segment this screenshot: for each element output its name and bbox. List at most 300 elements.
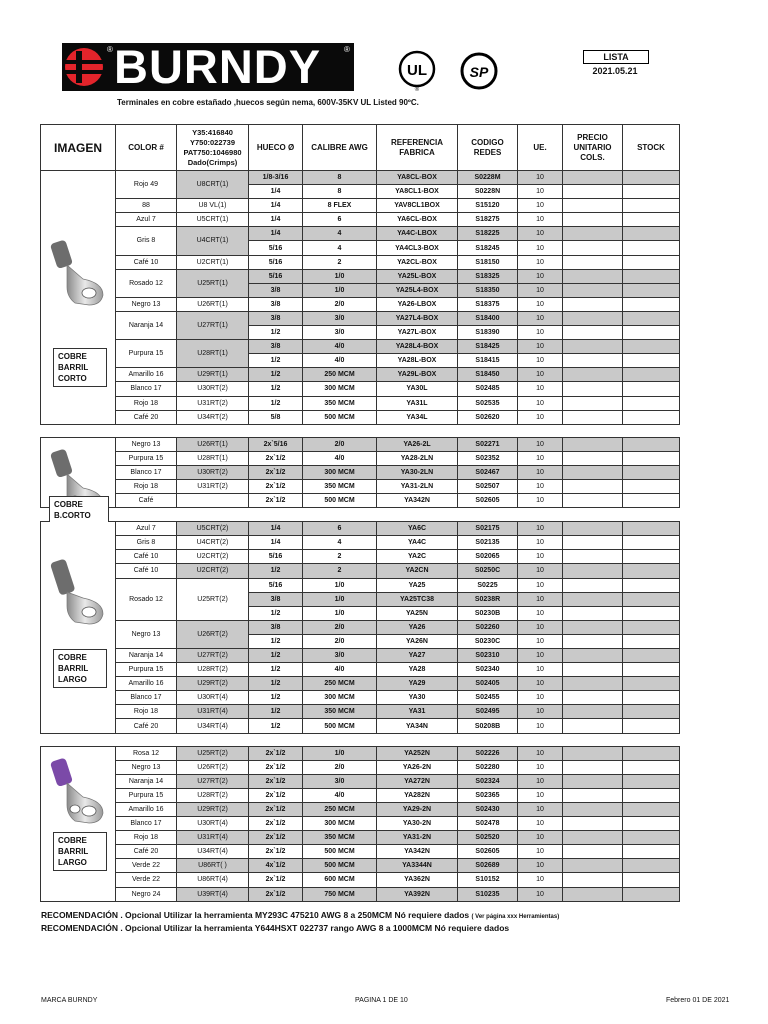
stock-cell[interactable] — [623, 326, 680, 340]
referencia-cell: YA29L-BOX — [377, 368, 458, 382]
color-cell: Rosa 12 — [116, 746, 177, 760]
dado-cell: U31RT(4) — [177, 705, 249, 719]
precio-cell[interactable] — [563, 213, 623, 227]
codigo-cell: S0228M — [458, 171, 518, 185]
footer-brand: MARCA BURNDY — [41, 997, 98, 1004]
ue-cell: 10 — [518, 859, 563, 873]
dado-cell: U4CRT(1) — [177, 227, 249, 255]
codigo-cell: S02478 — [458, 817, 518, 831]
stock-cell[interactable] — [623, 185, 680, 199]
codigo-cell: S18245 — [458, 241, 518, 255]
referencia-cell: YA34N — [377, 719, 458, 733]
header-dado: Y35:416840 Y750:022739 PAT750:1046980 Dado(Crimps) — [177, 125, 249, 171]
stock-cell[interactable] — [623, 887, 680, 901]
referencia-cell: YA26-LBOX — [377, 297, 458, 311]
stock-cell[interactable] — [623, 297, 680, 311]
referencia-cell: YA342N — [377, 494, 458, 508]
stock-cell[interactable] — [623, 663, 680, 677]
copper-lug-icon — [49, 757, 111, 827]
hueco-cell: 5/16 — [249, 241, 303, 255]
precio-cell[interactable] — [563, 437, 623, 451]
precio-cell[interactable] — [563, 354, 623, 368]
codigo-cell: S02689 — [458, 859, 518, 873]
dado-cell: U34RT(4) — [177, 845, 249, 859]
header-color: COLOR # — [116, 125, 177, 171]
dado-cell: U30RT(2) — [177, 382, 249, 396]
precio-cell[interactable] — [563, 663, 623, 677]
referencia-cell: YA28-2LN — [377, 451, 458, 465]
stock-cell[interactable] — [623, 199, 680, 213]
stock-cell[interactable] — [623, 592, 680, 606]
stock-cell[interactable] — [623, 634, 680, 648]
calibre-cell: 500 MCM — [303, 845, 377, 859]
color-cell: Naranja 14 — [116, 649, 177, 663]
stock-cell[interactable] — [623, 368, 680, 382]
codigo-cell: S02135 — [458, 536, 518, 550]
codigo-cell: S02467 — [458, 465, 518, 479]
table-row — [41, 774, 680, 788]
codigo-cell: S02430 — [458, 802, 518, 816]
stock-cell[interactable] — [623, 396, 680, 410]
hueco-cell: 1/2 — [249, 564, 303, 578]
calibre-cell: 2/0 — [303, 620, 377, 634]
stock-cell[interactable] — [623, 269, 680, 283]
stock-cell[interactable] — [623, 578, 680, 592]
precio-cell[interactable] — [563, 269, 623, 283]
codigo-cell: S02405 — [458, 677, 518, 691]
precio-cell[interactable] — [563, 649, 623, 663]
hueco-cell: 2x`1/2 — [249, 817, 303, 831]
table-row — [41, 536, 680, 550]
hueco-cell: 1/4 — [249, 536, 303, 550]
hueco-cell: 1/2 — [249, 705, 303, 719]
hueco-cell: 1/4 — [249, 199, 303, 213]
referencia-cell: YA282N — [377, 788, 458, 802]
color-cell: Purpura 15 — [116, 451, 177, 465]
precio-cell[interactable] — [563, 788, 623, 802]
table-row — [41, 451, 680, 465]
codigo-cell: S18225 — [458, 227, 518, 241]
ue-cell: 10 — [518, 705, 563, 719]
precio-cell[interactable] — [563, 522, 623, 536]
codigo-cell: S10152 — [458, 873, 518, 887]
precio-cell[interactable] — [563, 774, 623, 788]
calibre-cell: 4 — [303, 241, 377, 255]
precio-cell[interactable] — [563, 536, 623, 550]
precio-cell[interactable] — [563, 719, 623, 733]
precio-cell[interactable] — [563, 494, 623, 508]
precio-cell[interactable] — [563, 691, 623, 705]
stock-cell[interactable] — [623, 382, 680, 396]
precio-cell[interactable] — [563, 831, 623, 845]
table-row — [41, 396, 680, 410]
precio-cell[interactable] — [563, 465, 623, 479]
calibre-cell: 500 MCM — [303, 410, 377, 424]
precio-cell[interactable] — [563, 297, 623, 311]
referencia-cell: YA27L4-BOX — [377, 311, 458, 325]
stock-cell[interactable] — [623, 171, 680, 185]
hueco-cell: 1/2 — [249, 634, 303, 648]
group-caption: COBRE BARRIL LARGO — [53, 649, 107, 688]
stock-cell[interactable] — [623, 283, 680, 297]
codigo-cell: S02365 — [458, 788, 518, 802]
table-row — [41, 410, 680, 424]
ue-cell: 10 — [518, 620, 563, 634]
ue-cell: 10 — [518, 760, 563, 774]
table-row — [41, 746, 680, 760]
referencia-cell: YA252N — [377, 746, 458, 760]
color-cell: Purpura 15 — [116, 788, 177, 802]
precio-cell[interactable] — [563, 592, 623, 606]
recommendation-1-note: ( Ver página xxx Herramientas) — [471, 914, 560, 920]
table-row — [41, 705, 680, 719]
precio-cell[interactable] — [563, 550, 623, 564]
precio-cell[interactable] — [563, 578, 623, 592]
calibre-cell: 350 MCM — [303, 705, 377, 719]
dado-cell — [177, 494, 249, 508]
table-row — [41, 311, 680, 325]
referencia-cell: YA31-2LN — [377, 479, 458, 493]
codigo-cell: S02065 — [458, 550, 518, 564]
referencia-cell: YA8CL-BOX — [377, 171, 458, 185]
burndy-logo-mark-icon — [64, 47, 104, 87]
referencia-cell: YA26-2L — [377, 437, 458, 451]
stock-cell[interactable] — [623, 437, 680, 451]
stock-cell[interactable] — [623, 719, 680, 733]
hueco-cell: 2x`1/2 — [249, 479, 303, 493]
dado-cell: U28RT(2) — [177, 663, 249, 677]
ue-cell: 10 — [518, 368, 563, 382]
stock-cell[interactable] — [623, 691, 680, 705]
stock-cell[interactable] — [623, 873, 680, 887]
dado-cell: U31RT(2) — [177, 479, 249, 493]
hueco-cell: 1/2 — [249, 663, 303, 677]
stock-cell[interactable] — [623, 311, 680, 325]
ue-cell: 10 — [518, 410, 563, 424]
ue-cell: 10 — [518, 171, 563, 185]
referencia-cell: YA25L4-BOX — [377, 283, 458, 297]
color-cell: Blanco 17 — [116, 691, 177, 705]
stock-cell[interactable] — [623, 410, 680, 424]
hueco-cell: 1/2 — [249, 382, 303, 396]
stock-cell[interactable] — [623, 227, 680, 241]
calibre-cell: 2/0 — [303, 634, 377, 648]
dado-cell: U26RT(2) — [177, 620, 249, 648]
calibre-cell: 1/0 — [303, 746, 377, 760]
ue-cell: 10 — [518, 845, 563, 859]
stock-cell[interactable] — [623, 760, 680, 774]
referencia-cell: YAV8CL1BOX — [377, 199, 458, 213]
dado-cell: U28RT(2) — [177, 788, 249, 802]
hueco-cell: 2x`5/16 — [249, 437, 303, 451]
referencia-cell: YA25L-BOX — [377, 269, 458, 283]
lista-date: 2021.05.21 — [592, 66, 638, 76]
precio-cell[interactable] — [563, 564, 623, 578]
precio-cell[interactable] — [563, 382, 623, 396]
stock-cell[interactable] — [623, 213, 680, 227]
stock-cell[interactable] — [623, 564, 680, 578]
ue-cell: 10 — [518, 283, 563, 297]
footer-page: PAGINA 1 DE 10 — [355, 997, 408, 1004]
precio-cell[interactable] — [563, 760, 623, 774]
codigo-cell: S15120 — [458, 199, 518, 213]
stock-cell[interactable] — [623, 465, 680, 479]
precio-cell[interactable] — [563, 171, 623, 185]
ue-cell: 10 — [518, 494, 563, 508]
precio-cell[interactable] — [563, 845, 623, 859]
precio-cell[interactable] — [563, 677, 623, 691]
color-cell: Amarillo 16 — [116, 368, 177, 382]
color-cell: Rojo 18 — [116, 705, 177, 719]
stock-cell[interactable] — [623, 845, 680, 859]
color-cell: Blanco 17 — [116, 382, 177, 396]
calibre-cell: 500 MCM — [303, 719, 377, 733]
header-ue: UE. — [518, 125, 563, 171]
codigo-cell: S18425 — [458, 340, 518, 354]
precio-cell[interactable] — [563, 705, 623, 719]
ue-cell: 10 — [518, 649, 563, 663]
ue-cell: 10 — [518, 817, 563, 831]
ue-cell: 10 — [518, 437, 563, 451]
referencia-cell: YA6C — [377, 522, 458, 536]
color-cell: Verde 22 — [116, 873, 177, 887]
color-cell: Rojo 18 — [116, 396, 177, 410]
dado-cell: U5CRT(2) — [177, 522, 249, 536]
codigo-cell: S02507 — [458, 479, 518, 493]
ue-cell: 10 — [518, 326, 563, 340]
ue-cell: 10 — [518, 788, 563, 802]
precio-cell[interactable] — [563, 887, 623, 901]
precio-cell[interactable] — [563, 620, 623, 634]
hueco-cell: 4x`1/2 — [249, 859, 303, 873]
color-cell: Blanco 17 — [116, 465, 177, 479]
codigo-cell: S18150 — [458, 255, 518, 269]
dado-cell: U2CRT(2) — [177, 564, 249, 578]
referencia-cell: YA25 — [377, 578, 458, 592]
codigo-cell: S02280 — [458, 760, 518, 774]
codigo-cell: S02605 — [458, 845, 518, 859]
calibre-cell: 6 — [303, 522, 377, 536]
dado-cell: U27RT(1) — [177, 311, 249, 339]
stock-cell[interactable] — [623, 340, 680, 354]
stock-cell[interactable] — [623, 522, 680, 536]
calibre-cell: 3/0 — [303, 649, 377, 663]
dado-cell: U5CRT(1) — [177, 213, 249, 227]
stock-cell[interactable] — [623, 536, 680, 550]
hueco-cell: 2x`1/2 — [249, 760, 303, 774]
codigo-cell: S18415 — [458, 354, 518, 368]
precio-cell[interactable] — [563, 326, 623, 340]
precio-cell[interactable] — [563, 283, 623, 297]
dado-cell: U25RT(1) — [177, 269, 249, 297]
calibre-cell: 350 MCM — [303, 396, 377, 410]
header-hueco: HUECO Ø — [249, 125, 303, 171]
stock-cell[interactable] — [623, 677, 680, 691]
precio-cell[interactable] — [563, 606, 623, 620]
codigo-cell: S02605 — [458, 494, 518, 508]
hueco-cell: 1/2 — [249, 606, 303, 620]
codigo-cell: S18325 — [458, 269, 518, 283]
precio-cell[interactable] — [563, 859, 623, 873]
stock-cell[interactable] — [623, 606, 680, 620]
precio-cell[interactable] — [563, 255, 623, 269]
color-cell: Café 10 — [116, 255, 177, 269]
stock-cell[interactable] — [623, 479, 680, 493]
stock-cell[interactable] — [623, 354, 680, 368]
stock-cell[interactable] — [623, 802, 680, 816]
calibre-cell: 2 — [303, 255, 377, 269]
referencia-cell: YA29 — [377, 677, 458, 691]
calibre-cell: 250 MCM — [303, 802, 377, 816]
table-row — [41, 437, 680, 451]
calibre-cell: 2/0 — [303, 760, 377, 774]
precio-cell[interactable] — [563, 873, 623, 887]
stock-cell[interactable] — [623, 788, 680, 802]
precio-cell[interactable] — [563, 479, 623, 493]
stock-cell[interactable] — [623, 550, 680, 564]
hueco-cell: 3/8 — [249, 311, 303, 325]
ue-cell: 10 — [518, 677, 563, 691]
table-row — [41, 620, 680, 634]
precio-cell[interactable] — [563, 368, 623, 382]
calibre-cell: 500 MCM — [303, 859, 377, 873]
ue-cell: 10 — [518, 382, 563, 396]
ue-cell: 10 — [518, 354, 563, 368]
table-row — [41, 479, 680, 493]
codigo-cell: S0230C — [458, 634, 518, 648]
color-cell: Naranja 14 — [116, 774, 177, 788]
ue-cell: 10 — [518, 340, 563, 354]
ue-cell: 10 — [518, 578, 563, 592]
table-row — [41, 578, 680, 592]
referencia-cell: YA2C — [377, 550, 458, 564]
svg-text:SP: SP — [469, 64, 489, 80]
calibre-cell: 300 MCM — [303, 382, 377, 396]
precio-cell[interactable] — [563, 241, 623, 255]
codigo-cell: S0225 — [458, 578, 518, 592]
codigo-cell: S02271 — [458, 437, 518, 451]
referencia-cell: YA26-2N — [377, 760, 458, 774]
svg-text:UL: UL — [407, 62, 427, 79]
color-cell: Café 20 — [116, 719, 177, 733]
precio-cell[interactable] — [563, 185, 623, 199]
group-caption: COBRE B.CORTO — [49, 496, 109, 524]
hueco-cell: 1/2 — [249, 649, 303, 663]
precio-cell[interactable] — [563, 311, 623, 325]
stock-cell[interactable] — [623, 859, 680, 873]
codigo-cell: S18450 — [458, 368, 518, 382]
calibre-cell: 8 FLEX — [303, 199, 377, 213]
calibre-cell: 1/0 — [303, 578, 377, 592]
ue-cell: 10 — [518, 831, 563, 845]
table-row — [41, 199, 680, 213]
stock-cell[interactable] — [623, 746, 680, 760]
ue-cell: 10 — [518, 564, 563, 578]
color-cell: Rojo 18 — [116, 831, 177, 845]
precio-cell[interactable] — [563, 410, 623, 424]
stock-cell[interactable] — [623, 255, 680, 269]
table-row — [41, 845, 680, 859]
codigo-cell: S02226 — [458, 746, 518, 760]
stock-cell[interactable] — [623, 817, 680, 831]
group-separator — [41, 733, 680, 746]
brand-name: BURNDY — [114, 40, 322, 93]
color-cell: Purpura 15 — [116, 663, 177, 677]
codigo-cell: S0228N — [458, 185, 518, 199]
table-row — [41, 663, 680, 677]
stock-cell[interactable] — [623, 620, 680, 634]
stock-cell[interactable] — [623, 649, 680, 663]
hueco-cell: 2x`1/2 — [249, 494, 303, 508]
precio-cell[interactable] — [563, 227, 623, 241]
ue-cell: 10 — [518, 297, 563, 311]
ue-cell: 10 — [518, 634, 563, 648]
ue-cell: 10 — [518, 887, 563, 901]
color-cell: Gris 8 — [116, 536, 177, 550]
hueco-cell: 1/2 — [249, 354, 303, 368]
stock-cell[interactable] — [623, 831, 680, 845]
precio-cell[interactable] — [563, 396, 623, 410]
color-cell: Verde 22 — [116, 859, 177, 873]
stock-cell[interactable] — [623, 241, 680, 255]
dado-cell: U25RT(2) — [177, 746, 249, 760]
group-separator — [41, 424, 680, 437]
hueco-cell: 3/8 — [249, 340, 303, 354]
color-cell: Negro 13 — [116, 437, 177, 451]
ue-cell: 10 — [518, 465, 563, 479]
precio-cell[interactable] — [563, 817, 623, 831]
stock-cell[interactable] — [623, 774, 680, 788]
hueco-cell: 5/16 — [249, 550, 303, 564]
precio-cell[interactable] — [563, 746, 623, 760]
referencia-cell: YA30 — [377, 691, 458, 705]
referencia-cell: YA2CN — [377, 564, 458, 578]
calibre-cell: 300 MCM — [303, 465, 377, 479]
codigo-cell: S18275 — [458, 213, 518, 227]
stock-cell[interactable] — [623, 451, 680, 465]
hueco-cell: 2x`1/2 — [249, 774, 303, 788]
precio-cell[interactable] — [563, 451, 623, 465]
referencia-cell: YA2CL-BOX — [377, 255, 458, 269]
ue-cell: 10 — [518, 311, 563, 325]
group-caption: COBRE BARRIL LARGO — [53, 832, 107, 871]
hueco-cell: 2x`1/2 — [249, 465, 303, 479]
ue-cell: 10 — [518, 691, 563, 705]
stock-cell[interactable] — [623, 705, 680, 719]
product-image-cell — [41, 437, 116, 520]
dado-cell: U34RT(2) — [177, 410, 249, 424]
codigo-cell: S0250C — [458, 564, 518, 578]
dado-cell: U27RT(2) — [177, 774, 249, 788]
precio-cell[interactable] — [563, 634, 623, 648]
product-image-cell — [41, 522, 116, 733]
precio-cell[interactable] — [563, 802, 623, 816]
footer-date: Febrero 01 DE 2021 — [666, 997, 730, 1004]
ue-cell: 10 — [518, 451, 563, 465]
table-row — [41, 887, 680, 901]
referencia-cell: YA30-2LN — [377, 465, 458, 479]
color-cell: Azul 7 — [116, 522, 177, 536]
calibre-cell: 1/0 — [303, 606, 377, 620]
table-row — [41, 297, 680, 311]
dado-cell: U29RT(2) — [177, 802, 249, 816]
codigo-cell: S0238R — [458, 592, 518, 606]
precio-cell[interactable] — [563, 199, 623, 213]
precio-cell[interactable] — [563, 340, 623, 354]
stock-cell[interactable] — [623, 494, 680, 508]
dado-cell: U8CRT(1) — [177, 171, 249, 199]
color-cell: 88 — [116, 199, 177, 213]
